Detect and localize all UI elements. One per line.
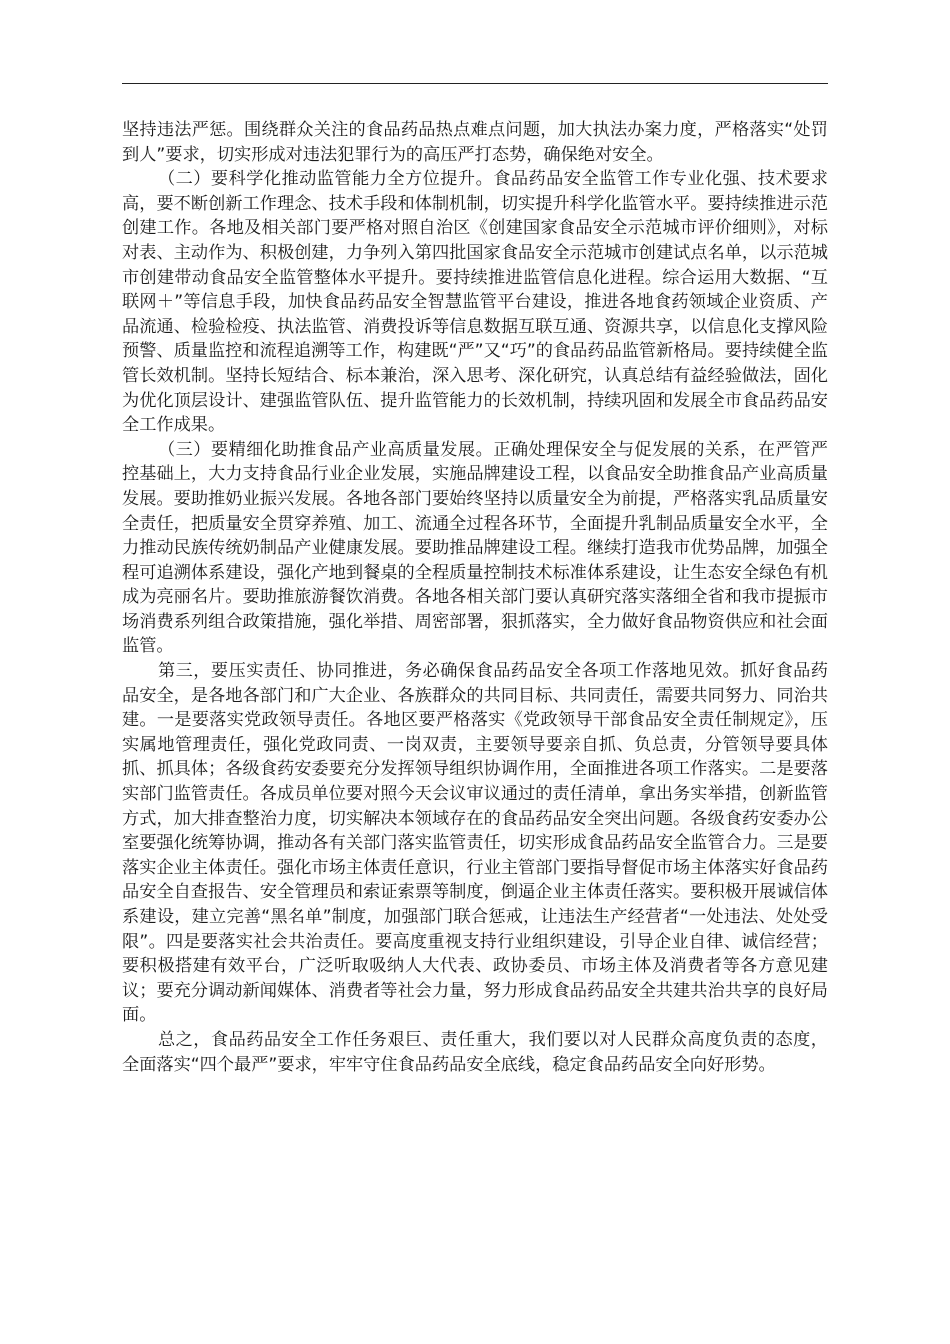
paragraph-conclusion: 总之，食品药品安全工作任务艰巨、责任重大，我们要以对人民群众高度负责的态度，全面落实“四个最严”要求，牢牢守住食品药品安全底线，稳定食品药品安全向好形势。	[122, 1029, 828, 1075]
paragraph-section-two: （二）要科学化推动监管能力全方位提升。食品药品安全监管工作专业化强、技术要求高，要不断创新工作理念、技术手段和体制机制，切实提升科学化监管水平。要持续推进示范创建工作。各地及相关部门要严格对照自治区《创建国家食品安全示范城市评价细则》，对标对表、主动作为、积极创建，力争列入第四批国家食品安全示范城市创建试点名单，以示范城市创建带动食品安全监管整体水平提升。要持续推进监管信息化进程。综合运用大数据、“互联网＋”等信息手段，加快食品药品安全智慧监管平台建设，推进各地食药领域企业资质、产品流通、检验检疫、执法监管、消费投诉等信息数据互联互通、资源共享，以信息化支撑风险预警、质量监控和流程追溯等工作，构建既“严”又“巧”的食品药品监管新格局。要持续健全监管长效机制。坚持长短结合、标本兼治，深入思考、深化研究，认真总结有益经验做法，固化为优化顶层设计、建强监管队伍、提升监管能力的长效机制，持续巩固和发展全市食品药品安全工作成果。	[122, 169, 828, 436]
paragraph-third-point: 第三，要压实责任、协同推进，务必确保食品药品安全各项工作落地见效。抓好食品药品安全，是各地各部门和广大企业、各族群众的共同目标、共同责任，需要共同努力、同治共建。一是要落实党政领导责任。各地区要严格落实《党政领导干部食品安全责任制规定》，压实属地管理责任，强化党政同责、一岗双责，主要领导要亲自抓、负总责，分管领导要具体抓、抓具体；各级食药安委要充分发挥领导组织协调作用，全面推进各项工作落实。二是要落实部门监管责任。各成员单位要对照今天会议审议通过的责任清单，拿出务实举措，创新监管方式，加大排查整治力度，切实解决本领域存在的食品药品安全突出问题。各级食药安委办公室要强化统筹协调，推动各有关部门落实监管责任，切实形成食品药品安全监管合力。三是要落实企业主体责任。强化市场主体责任意识，行业主管部门要指导督促市场主体落实好食品药品安全自查报告、安全管理员和索证索票等制度，倒逼企业主体责任落实。要积极开展诚信体系建设，建立完善“黑名单”制度，加强部门联合惩戒，让违法生产经营者“一处违法、处处受限”。四是要落实社会共治责任。要高度重视支持行业组织建设，引导企业自律、诚信经营；要积极搭建有效平台，广泛听取吸纳人大代表、政协委员、市场主体及消费者等各方意见建议；要充分调动新闻媒体、消费者等社会力量，努力形成食品药品安全共建共治共享的良好局面。	[122, 661, 828, 1026]
paragraph-continuation: 坚持违法严惩。围绕群众关注的食品药品热点难点问题，加大执法办案力度，严格落实“处罚到人”要求，切实形成对违法犯罪行为的高压严打态势，确保绝对安全。	[122, 120, 828, 165]
paragraph-section-three: （三）要精细化助推食品产业高质量发展。正确处理保安全与促发展的关系，在严管严控基础上，大力支持食品行业企业发展，实施品牌建设工程，以食品安全助推食品产业高质量发展。要助推奶业振兴发展。各地各部门要始终坚持以质量安全为前提，严格落实乳品质量安全责任，把质量安全贯穿养殖、加工、流通全过程各环节，全面提升乳制品质量安全水平，全力推动民族传统奶制品产业健康发展。要助推品牌建设工程。继续打造我市优势品牌，加强全程可追溯体系建设，强化产地到餐桌的全程质量控制技术标准体系建设，让生态安全绿色有机成为亮丽名片。要助推旅游餐饮消费。各地各相关部门要认真研究落实落细全省和我市提振市场消费系列组合政策措施，强化举措、周密部署，狠抓落实，全力做好食品物资供应和社会面监管。	[122, 439, 828, 657]
header-rule	[122, 83, 828, 84]
document-body	[122, 118, 828, 1077]
